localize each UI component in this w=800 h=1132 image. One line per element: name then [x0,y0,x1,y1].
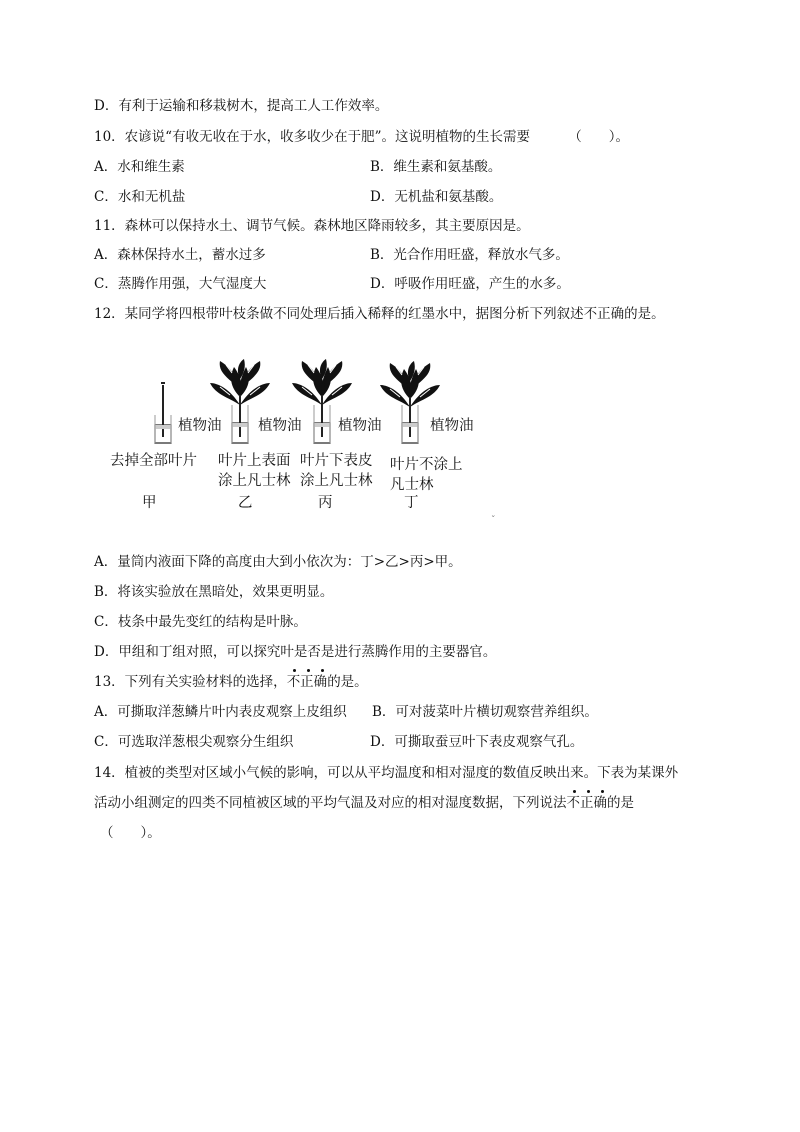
stray-mark: ˇ [491,516,496,526]
q11-option-b: B．光合作用旺盛，释放水气多。 [370,247,569,263]
caption-yi-name: 乙 [238,495,253,511]
caption-yi-line1: 叶片上表面 [218,453,291,469]
oil-label-yi: 植物油 [258,418,302,434]
q10-option-a: A．水和维生素 [94,159,185,175]
q14-line2-post: 的是 [607,795,634,811]
q12-option-c: C．枝条中最先变红的结构是叶脉。 [94,614,307,630]
q12-option-d: D．甲组和丁组对照，可以探究叶是否是进行蒸腾作用的主要器官。 [94,644,497,660]
q13-emphasis: 不正确 [287,674,328,690]
caption-ding-name: 丁 [404,495,419,511]
q10-option-d: D．无机盐和氨基酸。 [370,189,503,205]
q14-emphasis: 不正确 [567,795,608,811]
q13-option-b: B．可对菠菜叶片横切观察营养组织。 [372,704,598,720]
caption-bing-name: 丙 [318,495,333,511]
q14-line3: （ ）。 [100,825,161,841]
q11-option-c: C．蒸腾作用强，大气湿度大 [94,276,267,292]
oil-label-jia: 植物油 [178,418,222,434]
q13-option-a: A．可撕取洋葱鳞片叶内表皮观察上皮组织 [94,704,347,720]
cylinder-group-jia [155,383,171,443]
q12-stem: 12．某同学将四根带叶枝条做不同处理后插入稀释的红墨水中，据图分析下列叙述不正确的是。 [94,306,665,322]
q12-option-a: A．量筒内液面下降的高度由大到小依次为：丁>乙>丙>甲。 [94,554,462,570]
q13-stem-pre: 13．下列有关实验材料的选择， [94,674,287,690]
oil-label-ding: 植物油 [430,418,474,434]
caption-jia-line1: 去掉全部叶片 [110,453,197,469]
caption-yi-line2: 涂上凡士林 [218,473,291,489]
q13-stem [94,673,368,691]
q11-option-a: A．森林保持水土，蓄水过多 [94,247,266,263]
q14-line2 [94,794,634,812]
q13-stem-post: 的是。 [327,674,368,690]
q10-stem-text: 10．农谚说“有收无收在于水，收多收少在于肥”。这说明植物的生长需要 [94,129,530,145]
caption-ding-line1: 叶片不涂上 [390,457,463,473]
caption-ding-line2: 凡士林 [390,477,434,493]
oil-label-bing: 植物油 [338,418,382,434]
q10-stem [94,128,629,146]
q9-option-d: D．有利于运输和移栽树木，提高工人工作效率。 [94,98,389,114]
q12-figure [0,345,800,525]
q10-option-b: B．维生素和氨基酸。 [370,159,502,175]
q11-option-d: D．呼吸作用旺盛，产生的水多。 [370,276,570,292]
q10-blank: （ ）。 [568,129,630,145]
caption-jia-name: 甲 [142,495,157,511]
q14-line2-pre: 活动小组测定的四类不同植被区域的平均气温及对应的相对湿度数据，下列说法 [94,795,567,811]
q10-option-c: C．水和无机盐 [94,189,186,205]
caption-bing-line1: 叶片下表皮 [300,453,373,469]
q13-option-c: C．可选取洋葱根尖观察分生组织 [94,734,294,750]
q13-option-d: D．可撕取蚕豆叶下表皮观察气孔。 [370,734,584,750]
q14-line1: 14．植被的类型对区域小气候的影响，可以从平均温度和相对湿度的数值反映出来。下表为某课外 [94,765,679,781]
q11-stem: 11．森林可以保持水土、调节气候。森林地区降雨较多，其主要原因是。 [94,218,530,234]
caption-bing-line2: 涂上凡士林 [300,473,373,489]
q12-option-b: B．将该实验放在黑暗处，效果更明显。 [94,584,334,600]
